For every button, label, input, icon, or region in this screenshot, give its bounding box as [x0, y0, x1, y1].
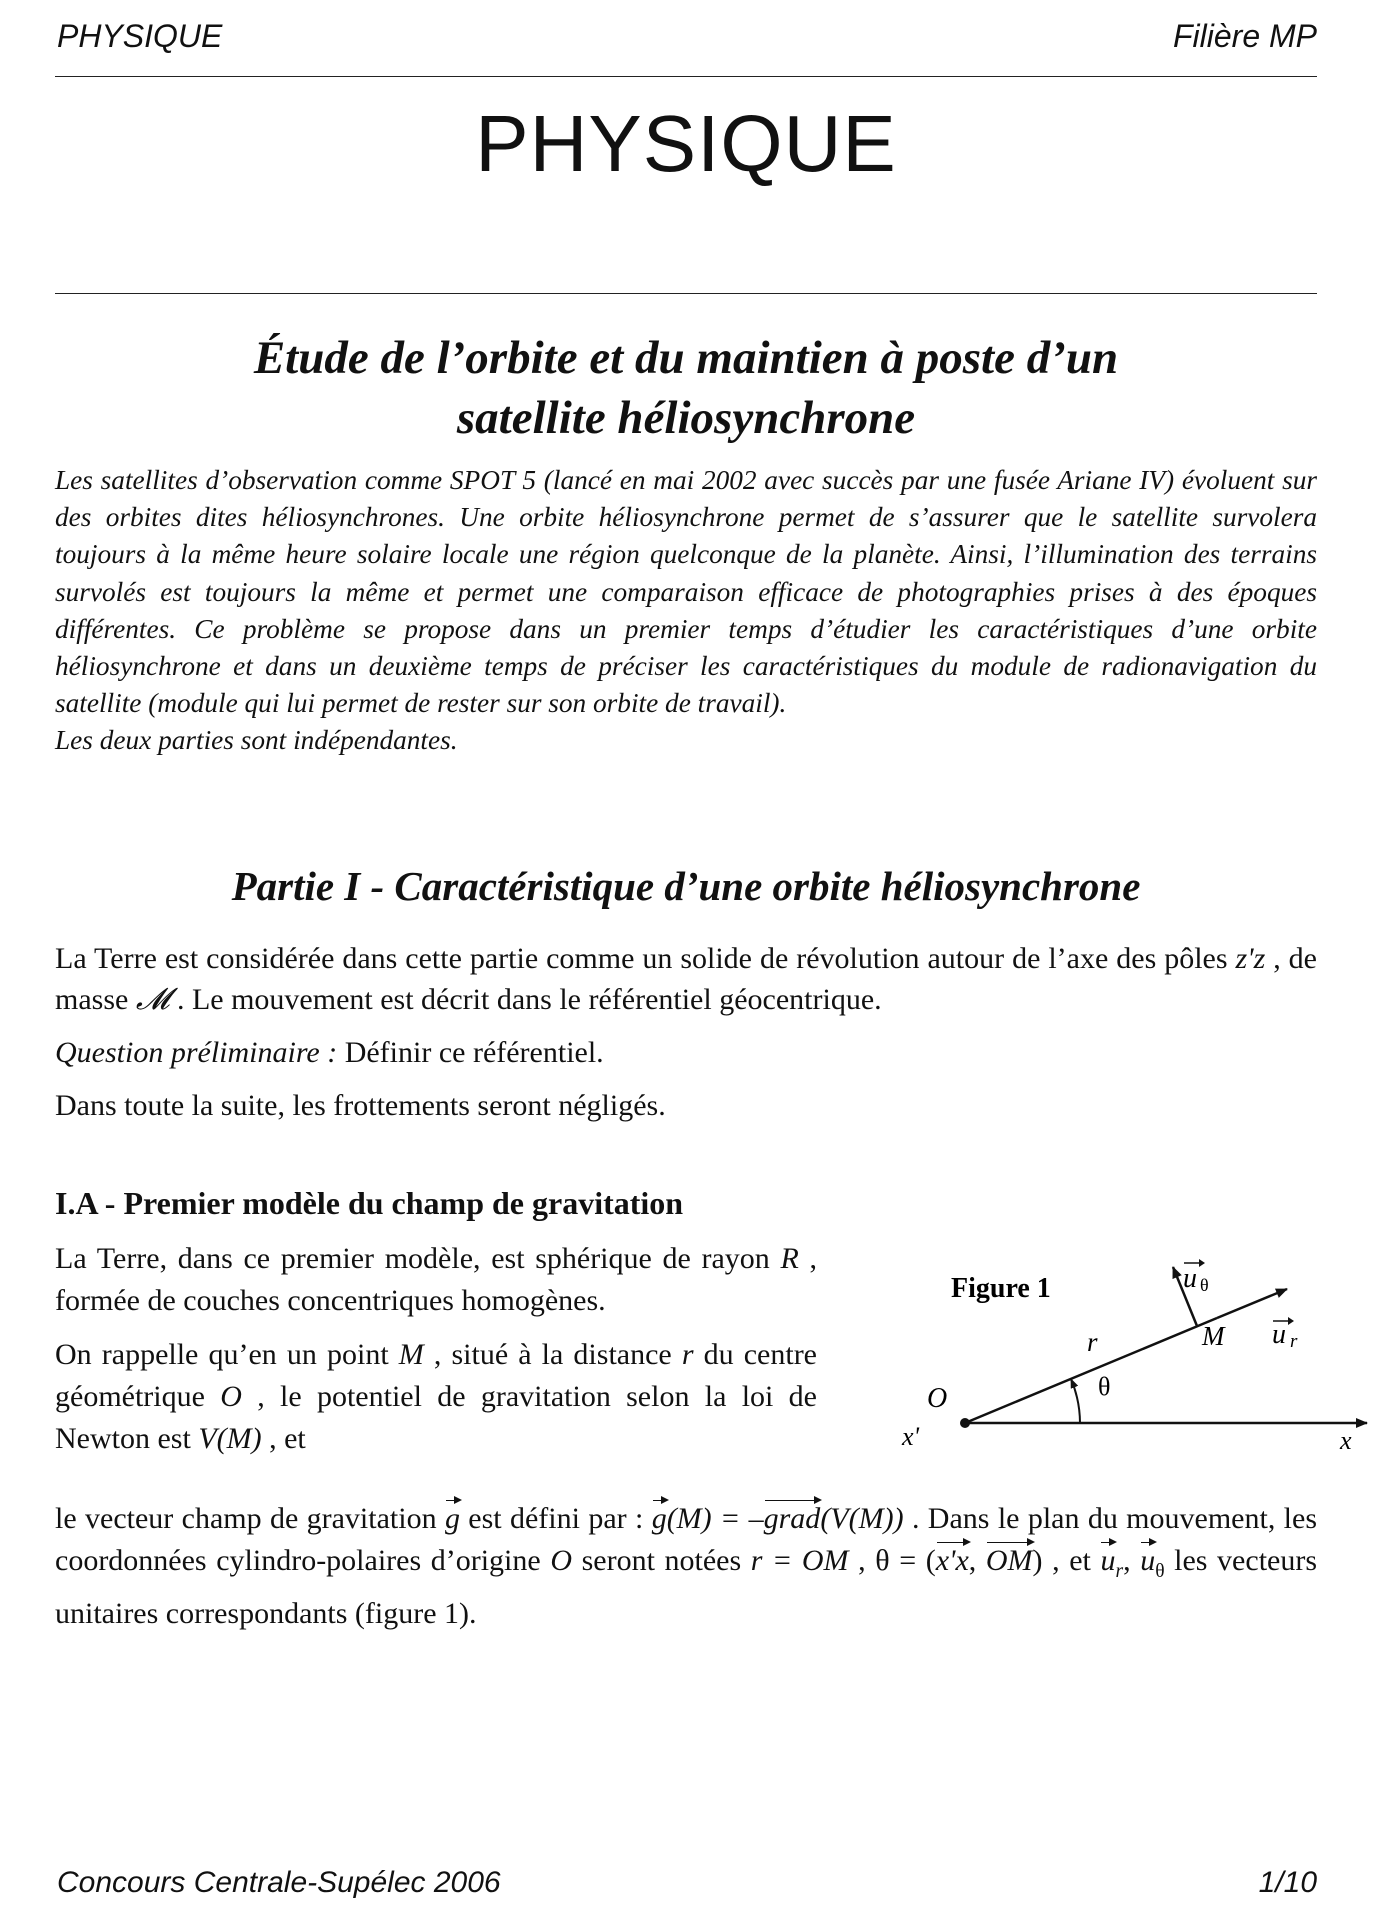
page-footer [55, 1866, 1317, 1906]
question-label: Question préliminaire : [55, 1036, 338, 1069]
label-theta: θ [1098, 1372, 1111, 1401]
xx-vector: x'x [936, 1540, 969, 1582]
title-rule [55, 293, 1317, 294]
grad-operator: grad [764, 1498, 821, 1540]
page-number: 1/10 [1258, 1866, 1317, 1899]
question-text: Définir ce référentiel. [337, 1036, 604, 1069]
mass-symbol: 𝓜 [135, 983, 170, 1016]
document-title [55, 328, 1317, 448]
svg-text:u: u [1183, 1263, 1197, 1294]
partie-1-heading: Partie I - Caractéristique d’une orbite héliosynchrone [231, 863, 1141, 909]
g-vector: g [445, 1498, 460, 1540]
footer-left: Concours Centrale-Supélec 2006 [57, 1866, 501, 1899]
header-right: Filière MP [1172, 18, 1317, 54]
page [55, 0, 1352, 1921]
label-ur [1272, 1317, 1298, 1352]
page-header [55, 18, 1317, 60]
main-title: PHYSIQUE [475, 99, 897, 188]
svg-text:θ: θ [1200, 1275, 1209, 1295]
label-O: O [927, 1383, 948, 1414]
intro-note: Les deux parties sont indépendantes. [55, 725, 458, 756]
earth-description: La Terre est considérée dans cette partie comme un solide de révolution autour de l’axe des pôles z'z , de masse 𝓜 . Le mouvement est décrit dans le référentiel géocentrique. [55, 942, 1317, 1016]
ur-arrow [1217, 1289, 1287, 1318]
svg-text:r: r [1290, 1331, 1298, 1352]
figure-1 [835, 1235, 1375, 1475]
potential-paragraph: On rappelle qu’en un point M , situé à la distance r du centre géométrique O , le potentiel de gravitation selon la loi de Newton est V(M) , et [55, 1338, 817, 1455]
header-left: PHYSIQUE [57, 18, 223, 54]
section-IA-heading: I.A - Premier modèle du champ de gravitation [55, 1185, 684, 1221]
gravity-field-paragraph: le vecteur champ de gravitation g est défini par : g(M) = –grad(V(M)) . Dans le plan du mouvement, les coordonnées cylindro-polaires d’origine O seront notées r = OM , θ = (x'x, OM) , et $u_r$, $u_\theta$ les vecteurs unitaires correspondants (figure 1). [55, 1498, 1317, 1635]
label-x-prime: x' [902, 1422, 920, 1451]
model-paragraph: La Terre, dans ce premier modèle, est sphérique de rayon R , formée de couches concentriques homogènes. [55, 1242, 817, 1317]
om-vector: OM [986, 1540, 1033, 1582]
preliminary-question [55, 1032, 1317, 1073]
label-x: x [1340, 1426, 1352, 1455]
intro-paragraph: Les satellites d’observation comme SPOT 5 (lancé en mai 2002 avec succès par une fusée Ariane IV) évoluent sur des orbites dites héliosynchrones. Une orbite héliosynchrone permet de s’assurer que le satellite survolera toujours à la même heure solaire locale une région quelconque de la planète. Ainsi, l’illumination des terrains survolés est toujours la même et permet une comparaison efficace de photographies prises à des époques différentes. Ce problème se propose dans un premier temps d’étudier les caractéristiques d’une orbite héliosynchrone et dans un deuxième temps de préciser les caractéristiques du module de radionavigation du satellite (module qui lui permet de rester sur son orbite de travail). [55, 465, 1317, 719]
figure-title: Figure 1 [951, 1273, 1051, 1304]
document-title-line2: satellite héliosynchrone [456, 392, 916, 444]
section-IA-full-width [55, 1498, 1317, 1635]
introduction [55, 462, 1317, 760]
origin-point [960, 1418, 970, 1428]
svg-text:u: u [1272, 1319, 1286, 1350]
label-utheta [1183, 1259, 1209, 1295]
utheta-vector: u [1140, 1540, 1155, 1582]
theta-arc [1071, 1379, 1080, 1423]
friction-note: Dans toute la suite, les frottements seront négligés. [55, 1089, 666, 1122]
section-IA-left-column [55, 1238, 817, 1460]
partie-1-body [55, 938, 1317, 1126]
ur-vector: u [1100, 1540, 1115, 1582]
axis-symbol: z'z [1235, 942, 1266, 975]
header-rule [55, 76, 1317, 77]
label-r: r [1087, 1327, 1098, 1357]
g-vector-eq: g [652, 1498, 667, 1540]
label-M: M [1202, 1321, 1225, 1351]
document-title-line1: Étude de l’orbite et du maintien à poste d’un [253, 332, 1119, 384]
